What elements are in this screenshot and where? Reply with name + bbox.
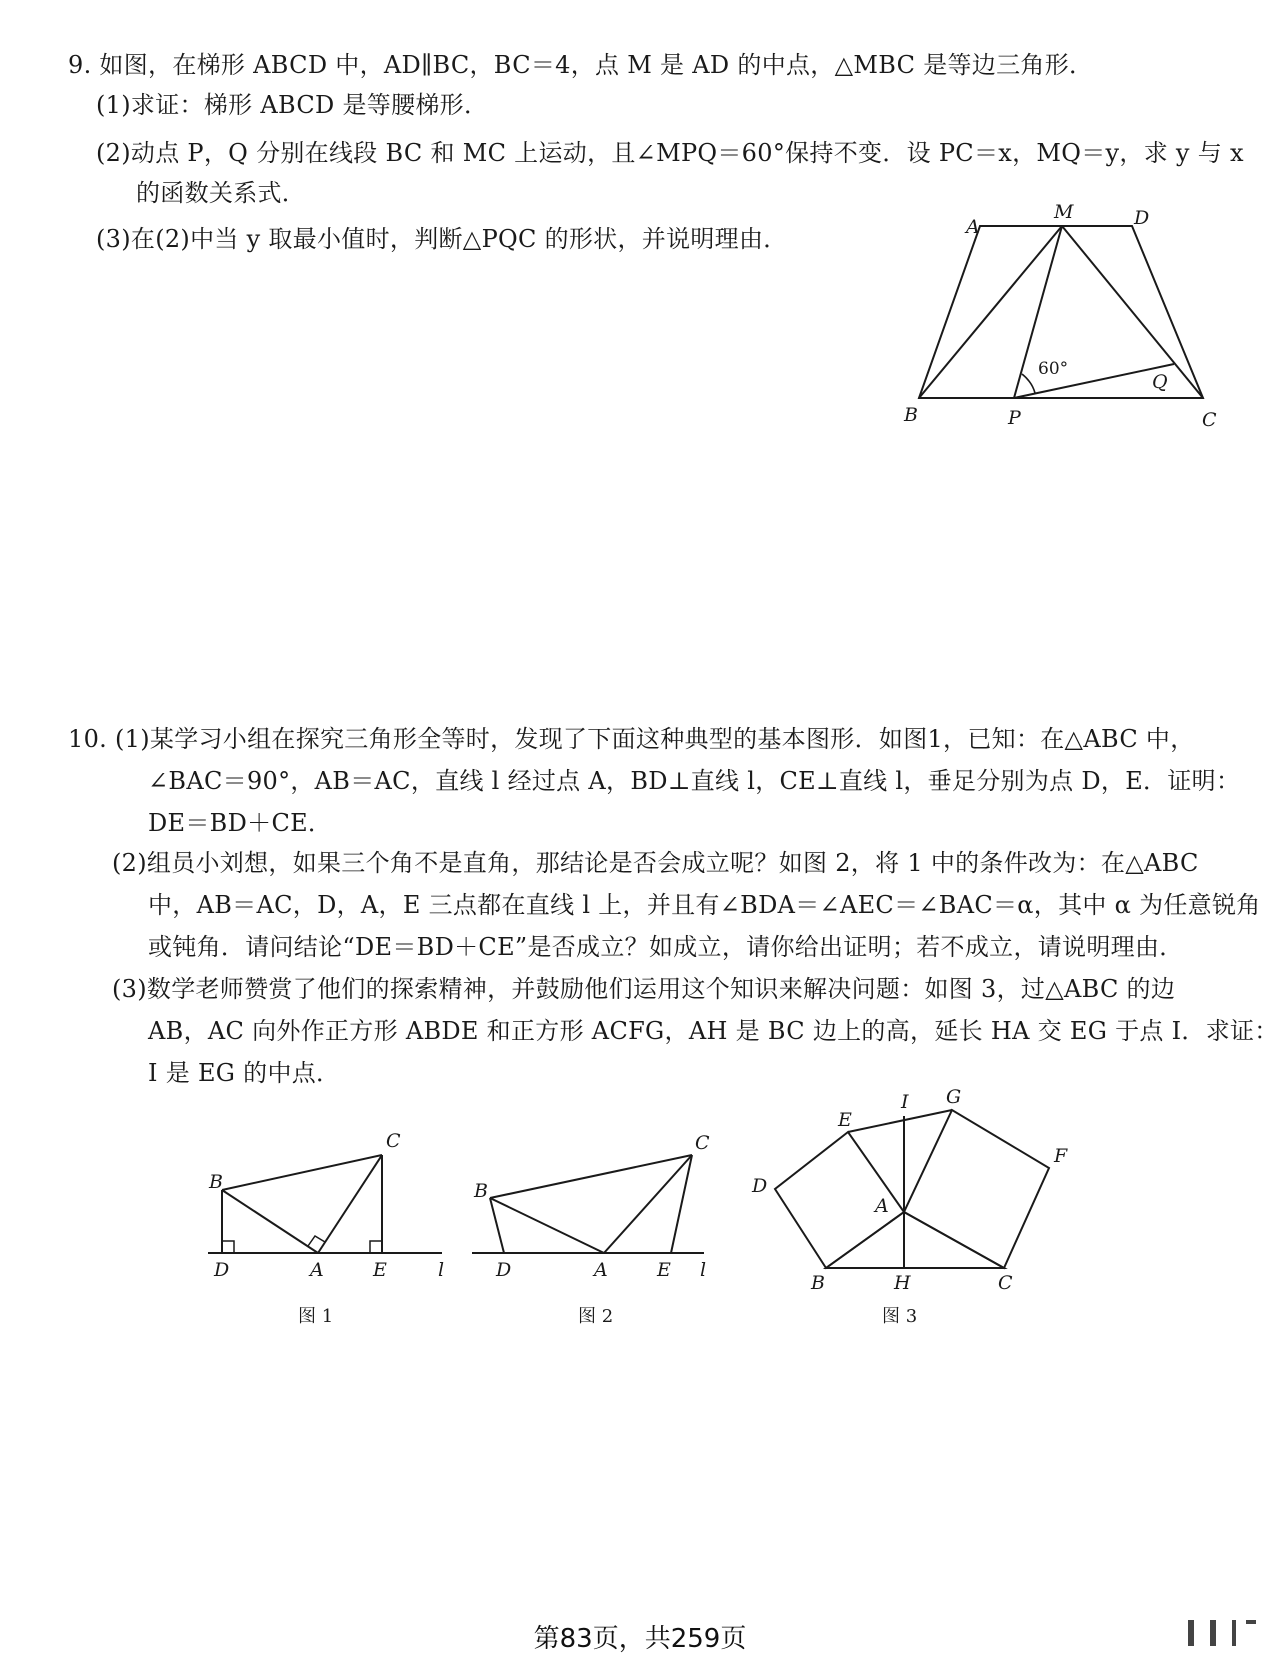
q9-part2-line1: (2)动点 P，Q 分别在线段 BC 和 MC 上运动，且∠MPQ＝60°保持不变．设 PC＝x，MQ＝y，求 y 与 x bbox=[96, 139, 1244, 167]
fig2-bc bbox=[490, 1155, 692, 1198]
fig3-label-g: G bbox=[946, 1086, 962, 1108]
fig1-ac bbox=[318, 1155, 382, 1253]
fig2-label-d: D bbox=[496, 1259, 512, 1281]
label-angle-60: 60° bbox=[1038, 359, 1069, 379]
figure-3 bbox=[775, 1110, 1049, 1268]
q10-line5: 中，AB＝AC，D，A，E 三点都在直线 l 上，并且有∠BDA＝∠AEC＝∠BAC＝α，其中 α 为任意锐角 bbox=[148, 891, 1261, 919]
fig3-triangle-abc bbox=[826, 1212, 1004, 1268]
label-c: C bbox=[1202, 409, 1217, 431]
q10-line7: (3)数学老师赞赏了他们的探索精神，并鼓励他们运用这个知识来解决问题：如图 3，过△ABC 的边 bbox=[112, 975, 1176, 1003]
fig2-ba bbox=[490, 1198, 604, 1253]
label-q: Q bbox=[1152, 371, 1168, 393]
fig2-label-e: E bbox=[657, 1259, 671, 1281]
fig3-label-a: A bbox=[875, 1195, 889, 1217]
q9-part1: (1)求证：梯形 ABCD 是等腰梯形． bbox=[96, 91, 489, 119]
q10-line3: DE＝BD＋CE． bbox=[148, 809, 333, 837]
fig2-label-c: C bbox=[695, 1132, 710, 1154]
fig3-label-h: H bbox=[894, 1272, 911, 1294]
fig1-right-angle-e bbox=[370, 1241, 382, 1253]
fig1-label-b: B bbox=[209, 1171, 223, 1193]
figure-1 bbox=[208, 1155, 442, 1253]
fig1-ba bbox=[222, 1190, 318, 1253]
q10-line6: 或钝角．请问结论“DE＝BD＋CE”是否成立？如成立，请你给出证明；若不成立，请说明理由． bbox=[148, 933, 1184, 961]
q9-part2-line2: 的函数关系式． bbox=[136, 179, 307, 207]
fig3-label-i: I bbox=[901, 1091, 909, 1113]
q10-line8: AB，AC 向外作正方形 ABDE 和正方形 ACFG，AH 是 BC 边上的高，延长 HA 交 EG 于点 I．求证： bbox=[148, 1017, 1279, 1045]
fig1-label-c: C bbox=[386, 1130, 401, 1152]
q10-line9: I 是 EG 的中点． bbox=[148, 1059, 341, 1087]
fig2-label-l: l bbox=[700, 1259, 707, 1281]
q10-line1: 10. (1)某学习小组在探究三角形全等时，发现了下面这种典型的基本图形．如图1，已知：在△ABC 中， bbox=[68, 725, 1195, 753]
fig1-label-e: E bbox=[373, 1259, 387, 1281]
label-b: B bbox=[904, 404, 918, 426]
q9-stem: 9. 如图，在梯形 ABCD 中，AD∥BC，BC＝4，点 M 是 AD 的中点，△MBC 是等边三角形． bbox=[68, 51, 1094, 79]
fig1-label-a: A bbox=[310, 1259, 324, 1281]
fig1-right-angle-d bbox=[222, 1241, 234, 1253]
label-a: A bbox=[966, 216, 980, 238]
figure-2 bbox=[472, 1155, 704, 1253]
fig2-bd bbox=[490, 1198, 504, 1253]
fig2-ac bbox=[604, 1155, 692, 1253]
label-p: P bbox=[1008, 407, 1021, 429]
fig2-label-b: B bbox=[474, 1180, 488, 1202]
fig2-caption: 图 2 bbox=[578, 1306, 614, 1327]
fig2-ce bbox=[671, 1155, 692, 1253]
fig3-label-f: F bbox=[1054, 1145, 1068, 1167]
fig3-label-d: D bbox=[752, 1175, 768, 1197]
fig2-label-a: A bbox=[594, 1259, 608, 1281]
label-m: M bbox=[1054, 201, 1074, 223]
fig3-caption: 图 3 bbox=[882, 1306, 918, 1327]
fig3-label-b: B bbox=[811, 1272, 825, 1294]
q9-part3: (3)在(2)中当 y 取最小值时，判断△PQC 的形状，并说明理由． bbox=[96, 225, 788, 253]
fig3-label-c: C bbox=[998, 1272, 1013, 1294]
fig1-bc bbox=[222, 1155, 382, 1190]
q10-line2: ∠BAC＝90°，AB＝AC，直线 l 经过点 A，BD⊥直线 l，CE⊥直线 l，垂足分别为点 D，E．证明： bbox=[148, 767, 1241, 795]
page-number: 第83页，共259页 bbox=[533, 1624, 747, 1654]
fig3-eg bbox=[848, 1110, 952, 1132]
q10-line4: (2)组员小刘想，如果三个角不是直角，那结论是否会成立呢？如图 2，将 1 中的条件改为：在△ABC bbox=[112, 849, 1199, 877]
fig1-caption: 图 1 bbox=[298, 1306, 334, 1327]
label-d: D bbox=[1134, 207, 1150, 229]
fig3-label-e: E bbox=[838, 1109, 852, 1131]
fig3-square-acfg bbox=[904, 1110, 1049, 1268]
fig1-label-d: D bbox=[214, 1259, 230, 1281]
fig1-label-l: l bbox=[438, 1259, 445, 1281]
